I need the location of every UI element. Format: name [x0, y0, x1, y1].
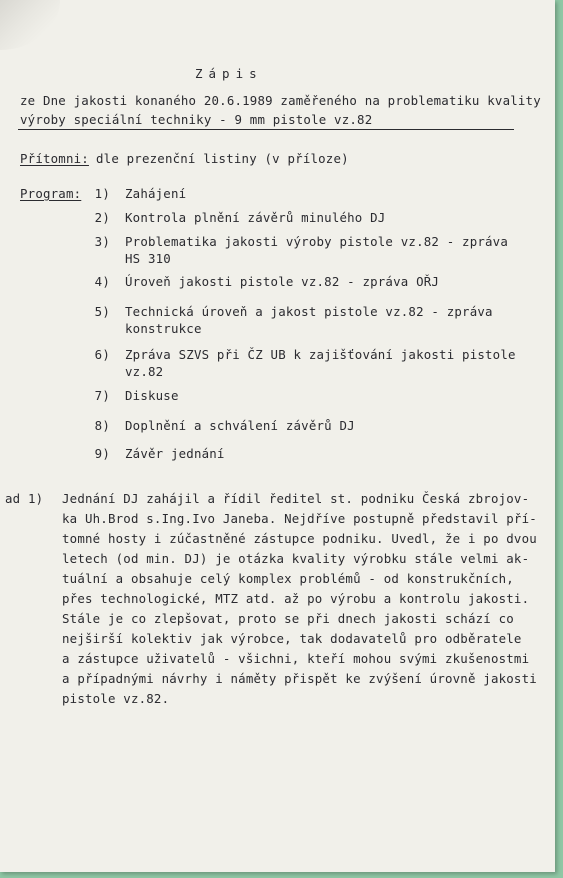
paragraph-line: tuální a obsahuje celý komplex problémů - od konstrukčních, [62, 571, 514, 586]
program-label: Program: [20, 186, 82, 201]
program-item-text: Závěr jednání [125, 446, 225, 461]
paragraph-line: Stále je co zlepšovat, proto se při dnech jakosti schází co [62, 611, 514, 626]
present-label: Přítomni: [20, 151, 89, 166]
program-item-number: 2) [94, 210, 110, 225]
paragraph-line: letech (od min. DJ) je otázka kvality výrobku stále velmi ak- [62, 551, 530, 566]
program-item-text: Diskuse [125, 388, 179, 403]
program-item-text-cont: HS 310 [125, 251, 171, 266]
program-item-text-cont: konstrukce [125, 321, 202, 336]
subject-line-2: výroby speciální techniky - 9 mm pistole vz.82 [20, 112, 373, 127]
paragraph-line: pistole vz.82. [62, 691, 170, 706]
program-item-text: Úroveň jakosti pistole vz.82 - zpráva OŘJ [125, 274, 440, 289]
document-title: Zápis [195, 66, 263, 81]
program-item-number: 4) [94, 274, 110, 289]
program-item-text: Zpráva SZVS při ČZ UB k zajišťování jakosti pistole [125, 347, 516, 362]
program-item-text: Zahájení [125, 186, 187, 201]
program-item-number: 6) [94, 347, 110, 362]
paragraph-line: ka Uh.Brod s.Ing.Ivo Janeba. Nejdříve postupně představil pří- [62, 511, 537, 526]
program-item-number: 8) [94, 418, 110, 433]
present-text: dle prezenční listiny (v příloze) [96, 151, 349, 166]
section-label-ad1: ad 1) [5, 491, 44, 506]
paragraph-line: Jednání DJ zahájil a řídil ředitel st. podniku Česká zbrojov- [62, 491, 530, 506]
program-item-number: 7) [94, 388, 110, 403]
program-item-number: 3) [94, 234, 110, 249]
program-item-number: 9) [94, 446, 110, 461]
subject-line-1: ze Dne jakosti konaného 20.6.1989 zaměřeného na problematiku kvality [20, 93, 541, 108]
program-item-number: 1) [94, 186, 110, 201]
program-item-text: Problematika jakosti výroby pistole vz.82 - zpráva [125, 234, 508, 249]
page-fold-corner [0, 0, 60, 50]
program-item-text: Technická úroveň a jakost pistole vz.82 - zpráva [125, 304, 493, 319]
paragraph-line: a případnými návrhy i náměty přispět ke zvýšení úrovně jakosti [62, 671, 537, 686]
program-item-text: Doplnění a schválení závěrů DJ [125, 418, 355, 433]
program-item-text: Kontrola plnění závěrů minulého DJ [125, 210, 386, 225]
header-rule [18, 129, 514, 130]
paragraph-line: nejširší kolektiv jak výrobce, tak dodavatelů pro odběratele [62, 631, 522, 646]
program-item-text-cont: vz.82 [125, 364, 164, 379]
paragraph-line: přes technologické, MTZ atd. až po výrobu a kontrolu jakosti. [62, 591, 530, 606]
paragraph-line: tomné hosty i zúčastněné zástupce podniku. Uvedl, že i po dvou [62, 531, 537, 546]
paragraph-line: a zástupce uživatelů - všichni, kteří mohou svými zkušenostmi [62, 651, 530, 666]
program-item-number: 5) [94, 304, 110, 319]
